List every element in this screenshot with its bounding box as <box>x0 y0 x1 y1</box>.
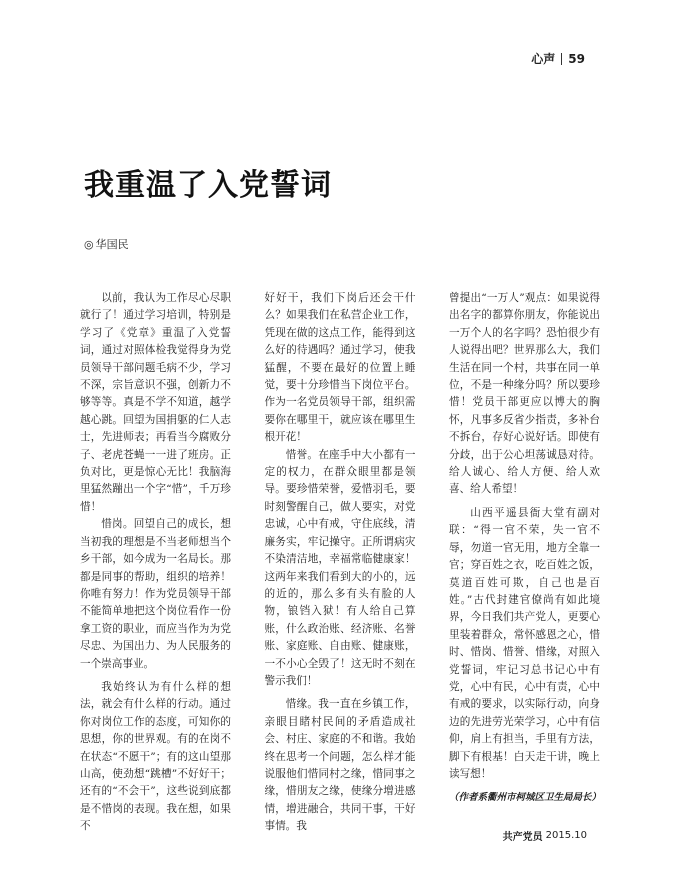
author-line <box>84 236 129 252</box>
page-header <box>531 50 585 67</box>
paragraph: 惜誉。在座手中大小都有一定的权力，在群众眼里都是领导。要珍惜荣誉，爱惜羽毛，要时刻警醒自己，做人要实，对党忠诚，心中有戒，守住底线，清廉务实，牢记操守。正所谓病灾不染清洁地，幸福常临健康家！这两年来我们看到大的小的，远的近的，那么多有头有脸的人物，锒铛入狱！有人给自己算账，什么政治账、经济账、名誉账、家庭账、自由账、健康账，一不小心全毁了！这无时不刻在警示我们！ <box>264 448 416 687</box>
author-marker: ◎ <box>84 237 94 251</box>
column-1 <box>80 290 231 836</box>
paragraph: 山西平遥县衙大堂有副对联：“得一官不荣，失一官不辱，勿道一官无用，地方全靠一官；穿百姓之衣，吃百姓之饭，莫道百姓可欺，自己也是百姓。”古代封建官僚尚有如此境界，今日我们共产党人，更要心里装着群众，常怀感恩之心，惜时、惜岗、惜誉、惜缘，对照入党誓词，牢记习总书记心中有党，心中有民，心中有责，心中有戒的要求，以实际行动，向身边的先进劳光荣学习，心中有信仰，肩上有担当，手里有方法，脚下有根基！白天走干讲，晚上读写想！ <box>449 506 600 780</box>
paragraph: 好好干，我们下岗后还会干什么？如果我们在私营企业工作，凭现在做的这点工作，能得到这么好的待遇吗？通过学习，使我猛醒，不要在最好的位置上睡觉，要十分珍惜当下岗位平台。作为一名党员领导干部，组织需要你在哪里干，就应该在哪里生根开花！ <box>264 292 416 444</box>
paragraph: 惜岗。回望自己的成长，想当初我的理想是不当老师想当个乡干部，如今成为一名局长。那都是同事的帮助，组织的培养！你唯有努力！作为党员领导干部不能简单地把这个岗位看作一份拿工资的职业，而应当作为为党尽忠、为国出力、为人民服务的一个崇高事业。 <box>80 518 231 670</box>
author-name: 华国民 <box>95 238 129 251</box>
paragraph: 我始终认为有什么样的想法，就会有什么样的行动。通过你对岗位工作的态度，可知你的思想，你的世界观。有的在岗不在状态“不愿干”；有的这山望那山高，使劲想“跳槽”不好好干；还有的“不会干”，这些说到底都是不惜岗的表现。我在想，如果不 <box>80 680 231 833</box>
magazine-logo: 共产党员 <box>502 832 543 843</box>
article-title: 我重温了入党誓词 <box>84 168 332 203</box>
column-3 <box>449 290 600 836</box>
author-signature: （作者系衢州市柯城区卫生局局长） <box>449 792 602 804</box>
column-2 <box>265 290 416 836</box>
header-divider <box>561 53 562 65</box>
paragraph: 曾提出“一万人”观点：如果说得出名字的都算你朋友，你能说出一万个人的名字吗？恐怕很少有人说得出吧？世界那么大，我们生活在同一个村，共事在同一单位，不是一种缘分吗？所以要珍惜！党员干部更应以博大的胸怀，凡事多反省少指责，多补台不拆台，存好心说好话。即使有分歧，出于公心坦荡诚恳对待。给人诚心、给人方便、给人欢喜、给人希望！ <box>449 292 600 496</box>
issue-date: 2015.10 <box>545 830 587 841</box>
page-number: 59 <box>568 51 585 66</box>
paragraph: 以前，我认为工作尽心尽职就行了！通过学习培训，特别是学习了《党章》重温了入党誓词，通过对照体检我觉得身为党员领导干部问题毛病不少，学习不深，宗旨意识不强，创新力不够等等。真是不学不知道，越学越心跳。回望为国捐躯的仁人志士，先进师表；再看当今腐败分子、老虎苍蝇一一进了班房。正负对比，更是惊心无比！我脑海里猛然蹦出一个字“惜”，千万珍惜！ <box>80 292 231 513</box>
article-body <box>80 290 600 836</box>
page-footer <box>503 828 587 843</box>
section-name: 心声 <box>531 52 556 66</box>
paragraph: 惜缘。我一直在乡镇工作，亲眼目睹村民间的矛盾造成社会、村庄、家庭的不和谐。我始终在思考一个问题，怎么样才能说服他们惜同村之缘，惜同事之缘，惜朋友之缘，使缘分增进感情，增进融合，共同干事，干好事情。我 <box>264 698 416 833</box>
